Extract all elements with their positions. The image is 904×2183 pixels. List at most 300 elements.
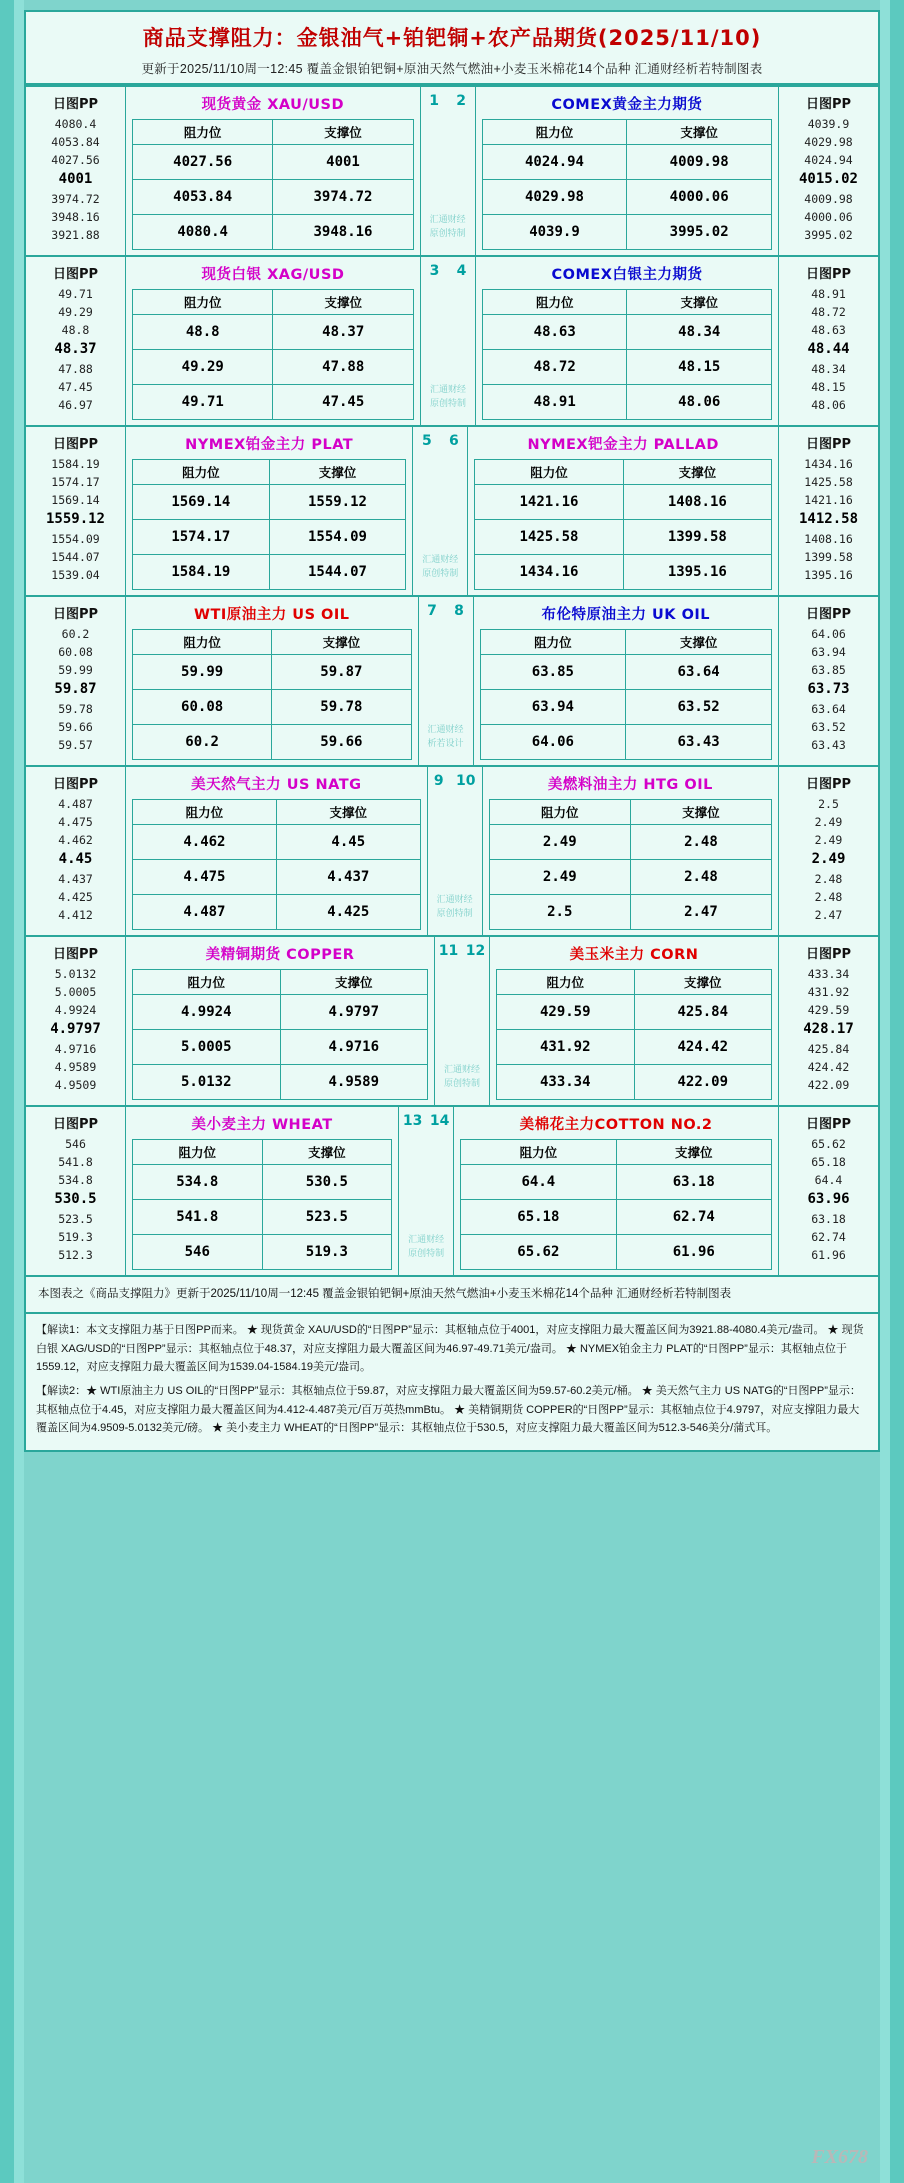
block-divider <box>398 1107 454 1275</box>
pp-value: 1434.16 <box>804 457 853 471</box>
pp-value: 47.45 <box>58 379 93 394</box>
pp-value: 5.0005 <box>54 984 97 999</box>
pp-value: 4.9797 <box>50 1021 101 1038</box>
block-divider <box>420 257 476 425</box>
resistance-header: 阻力位 <box>490 800 631 825</box>
pp-value: 4029.98 <box>804 134 853 149</box>
pp-header: 日图PP <box>805 1117 852 1132</box>
title-box <box>24 10 880 85</box>
resistance-cell: 431.92 <box>497 1030 635 1065</box>
pp-value: 1408.16 <box>804 532 853 547</box>
pp-value: 49.71 <box>58 287 93 301</box>
pp-value: 46.97 <box>58 397 93 412</box>
pp-value: 2.5 <box>818 797 839 811</box>
pp-value: 4080.4 <box>54 117 97 131</box>
pp-value: 3995.02 <box>804 227 853 242</box>
resistance-cell: 60.2 <box>133 725 272 760</box>
pp-value: 3974.72 <box>51 192 100 207</box>
pp-value: 48.63 <box>811 322 846 337</box>
block-number: 14 <box>429 1113 450 1129</box>
pp-value: 2.49 <box>814 832 843 847</box>
resistance-cell: 4080.4 <box>133 215 273 250</box>
support-cell: 4.425 <box>277 895 421 930</box>
support-cell: 3995.02 <box>627 215 772 250</box>
support-header: 支撑位 <box>627 290 772 315</box>
resistance-cell: 2.5 <box>490 895 631 930</box>
support-cell: 422.09 <box>635 1065 773 1100</box>
instrument-title: 美天然气主力 US NATG <box>191 777 362 793</box>
resistance-header: 阻力位 <box>133 970 281 995</box>
instrument-title: 布伦特原油主力 UK OIL <box>541 607 711 623</box>
support-cell: 63.52 <box>626 690 772 725</box>
support-cell: 48.34 <box>627 315 772 350</box>
pp-value: 530.5 <box>54 1191 97 1208</box>
block-numbers <box>421 257 475 279</box>
resistance-cell: 5.0132 <box>133 1065 281 1100</box>
block-numbers <box>413 427 467 449</box>
pp-value: 59.57 <box>58 737 93 752</box>
support-cell: 63.43 <box>626 725 772 760</box>
resistance-cell: 1584.19 <box>133 555 270 590</box>
instrument-title: NYMEX铂金主力 PLAT <box>185 437 354 453</box>
pp-column-left <box>26 767 126 935</box>
pp-value: 59.78 <box>58 702 93 717</box>
pp-value: 2.49 <box>811 851 846 868</box>
resistance-header: 阻力位 <box>133 800 277 825</box>
pp-value: 4001 <box>58 171 93 188</box>
instrument-panel <box>126 257 420 425</box>
pp-column-left <box>26 257 126 425</box>
sr-grid <box>132 459 406 590</box>
support-cell: 4001 <box>273 145 413 180</box>
resistance-cell: 65.18 <box>461 1200 616 1235</box>
support-cell: 59.87 <box>272 655 411 690</box>
instrument-title: 美玉米主力 CORN <box>569 947 699 963</box>
pp-value: 63.52 <box>811 719 846 734</box>
instrument-title: COMEX黄金主力期货 <box>551 97 703 113</box>
block-numbers <box>435 937 489 959</box>
resistance-cell: 1569.14 <box>133 485 270 520</box>
pp-value: 63.18 <box>811 1212 846 1227</box>
pp-value: 65.18 <box>811 1154 846 1169</box>
pp-value: 1544.07 <box>51 549 100 564</box>
pp-value: 63.43 <box>811 737 846 752</box>
block-number: 10 <box>456 773 476 789</box>
pp-value: 1539.04 <box>51 567 100 582</box>
resistance-cell: 546 <box>133 1235 263 1270</box>
pp-value: 534.8 <box>58 1172 93 1187</box>
instrument-block <box>24 1107 880 1277</box>
pp-column-left <box>26 87 126 255</box>
support-cell: 4.437 <box>277 860 421 895</box>
block-divider <box>427 767 483 935</box>
support-cell: 4009.98 <box>627 145 772 180</box>
instrument-panel <box>490 937 778 1105</box>
pp-header: 日图PP <box>805 437 852 452</box>
pp-value: 429.59 <box>807 1002 850 1017</box>
resistance-header: 阻力位 <box>475 460 623 485</box>
brand-watermark: FX678 <box>811 2146 868 2168</box>
resistance-cell: 2.49 <box>490 860 631 895</box>
pp-value: 48.44 <box>807 341 850 358</box>
resistance-cell: 64.4 <box>461 1165 616 1200</box>
pp-value: 4027.56 <box>51 152 100 167</box>
pp-value: 4024.94 <box>804 152 853 167</box>
block-divider <box>412 427 468 595</box>
block-number: 12 <box>465 943 486 959</box>
pp-value: 4053.84 <box>51 134 100 149</box>
block-divider <box>420 87 476 255</box>
instrument-panel <box>483 767 778 935</box>
pp-value: 4015.02 <box>798 171 858 188</box>
pp-value: 4.437 <box>58 872 93 887</box>
pp-value: 1395.16 <box>804 567 853 582</box>
pp-value: 48.72 <box>811 304 846 319</box>
resistance-cell: 64.06 <box>481 725 627 760</box>
blocks-container <box>24 85 880 1277</box>
support-header: 支撑位 <box>627 120 772 145</box>
instrument-panel <box>476 87 778 255</box>
pp-value: 1554.09 <box>51 532 100 547</box>
pp-value: 4009.98 <box>804 192 853 207</box>
support-header: 支撑位 <box>263 1140 393 1165</box>
watermark-text: 汇通财经 原创特制 <box>422 555 459 579</box>
support-cell: 1395.16 <box>624 555 772 590</box>
note-1: 【解读1：本文支撑阻力基于日图PP而来。 ★ 现货黄金 XAU/USD的“日图PP”显示：其枢轴点位于4001，对应支撑阻力最大覆盖区间为3921.88-4080.4美元/盎司。 ★ 现货白银 XAG/USD的“日图PP”显示：其枢轴点位于48.37，对应支撑阻力最大覆盖区间为46.97-49.71美元/盎司。 ★ NYMEX铂金主力 PLAT的“日图PP”显示：其枢轴点位于1559.12，对应支撑阻力最大覆盖区间为1539.04-1584.19美元/盎司。 <box>36 1323 864 1374</box>
resistance-header: 阻力位 <box>497 970 635 995</box>
pp-value: 4.462 <box>58 832 93 847</box>
support-cell: 59.66 <box>272 725 411 760</box>
pp-value: 4.487 <box>58 797 93 811</box>
pp-value: 60.08 <box>58 644 93 659</box>
pp-value: 2.48 <box>814 872 843 887</box>
support-cell: 1408.16 <box>624 485 772 520</box>
resistance-cell: 1425.58 <box>475 520 623 555</box>
pp-value: 422.09 <box>807 1077 850 1092</box>
pp-value: 424.42 <box>807 1059 850 1074</box>
sr-grid <box>132 799 421 930</box>
pp-column-left <box>26 1107 126 1275</box>
pp-column-right <box>778 427 878 595</box>
pp-value: 541.8 <box>58 1154 93 1169</box>
block-divider <box>434 937 490 1105</box>
resistance-cell: 48.91 <box>483 385 628 420</box>
resistance-cell: 433.34 <box>497 1065 635 1100</box>
watermark-text: 汇通财经 原创特制 <box>444 1065 481 1089</box>
note-2: 【解读2：★ WTI原油主力 US OIL的“日图PP”显示：其枢轴点位于59.87，对应支撑阻力最大覆盖区间为59.57-60.2美元/桶。 ★ 美天然气主力 US NATG的“日图PP”显示：其枢轴点位于4.45，对应支撑阻力最大覆盖区间为4.412-4.487美元/百万英热mmBtu。 ★ 美精铜期货 COPPER的“日图PP”显示：其枢轴点位于4.9797，对应支撑阻力最大覆盖区间为4.9509-5.0132美元/磅。 ★ 美小麦主力 WHEAT的“日图PP”显示：其枢轴点位于530.5，对应支撑阻力最大覆盖区间为512.3-546美分/蒲式耳。 <box>36 1385 861 1435</box>
pp-value: 433.34 <box>807 967 850 981</box>
support-cell: 4.45 <box>277 825 421 860</box>
support-header: 支撑位 <box>272 630 411 655</box>
pp-value: 48.91 <box>811 287 846 301</box>
watermark-text: 汇通财经 原创特制 <box>429 385 466 409</box>
sr-grid <box>132 629 412 760</box>
pp-value: 59.87 <box>54 681 97 698</box>
pp-column-right <box>778 87 878 255</box>
pp-header: 日图PP <box>52 1117 99 1132</box>
support-header: 支撑位 <box>277 800 421 825</box>
pp-header: 日图PP <box>52 267 99 282</box>
pp-value: 512.3 <box>58 1247 93 1262</box>
sr-grid <box>474 459 772 590</box>
block-numbers <box>421 87 475 109</box>
pp-value: 48.06 <box>811 397 846 412</box>
pp-value: 4.45 <box>58 851 93 868</box>
pp-column-right <box>778 937 878 1105</box>
resistance-cell: 4.487 <box>133 895 277 930</box>
resistance-cell: 429.59 <box>497 995 635 1030</box>
pp-value: 3921.88 <box>51 227 100 242</box>
instrument-block <box>24 597 880 767</box>
pp-value: 63.94 <box>811 644 846 659</box>
resistance-cell: 541.8 <box>133 1200 263 1235</box>
support-cell: 425.84 <box>635 995 773 1030</box>
resistance-cell: 5.0005 <box>133 1030 281 1065</box>
resistance-cell: 1434.16 <box>475 555 623 590</box>
block-number: 9 <box>433 773 444 789</box>
resistance-header: 阻力位 <box>133 120 273 145</box>
block-number: 4 <box>456 263 467 279</box>
block-number: 2 <box>456 93 467 109</box>
pp-value: 64.06 <box>811 627 846 641</box>
pp-column-right <box>778 257 878 425</box>
instrument-block <box>24 427 880 597</box>
pp-value: 425.84 <box>807 1042 850 1057</box>
pp-value: 519.3 <box>58 1229 93 1244</box>
pp-value: 63.73 <box>807 681 850 698</box>
pp-header: 日图PP <box>52 607 99 622</box>
pp-value: 428.17 <box>803 1021 854 1038</box>
block-number: 3 <box>429 263 440 279</box>
resistance-cell: 49.29 <box>133 350 273 385</box>
instrument-block <box>24 85 880 257</box>
pp-value: 4000.06 <box>804 209 853 224</box>
block-number: 6 <box>448 433 459 449</box>
block-numbers <box>428 767 482 789</box>
pp-value: 4.9509 <box>54 1077 97 1092</box>
footer-note <box>24 1277 880 1314</box>
support-cell: 2.48 <box>631 860 772 895</box>
pp-value: 1425.58 <box>804 474 853 489</box>
resistance-cell: 48.8 <box>133 315 273 350</box>
resistance-header: 阻力位 <box>483 290 628 315</box>
pp-value: 2.48 <box>814 889 843 904</box>
resistance-cell: 65.62 <box>461 1235 616 1270</box>
resistance-header: 阻力位 <box>133 630 272 655</box>
watermark-text: 汇通财经 原创特制 <box>429 215 466 239</box>
support-cell: 63.18 <box>617 1165 772 1200</box>
resistance-cell: 4.9924 <box>133 995 281 1030</box>
instrument-panel <box>126 87 420 255</box>
instrument-title: 美棉花主力COTTON NO.2 <box>519 1117 713 1133</box>
sr-grid <box>132 289 414 420</box>
pp-value: 48.34 <box>811 362 846 377</box>
instrument-panel <box>474 597 779 765</box>
resistance-cell: 4027.56 <box>133 145 273 180</box>
instrument-panel <box>126 937 434 1105</box>
pp-value: 4.412 <box>58 907 93 922</box>
block-number: 5 <box>421 433 432 449</box>
block-number: 13 <box>402 1113 423 1129</box>
pp-value: 63.96 <box>807 1191 850 1208</box>
resistance-cell: 4.475 <box>133 860 277 895</box>
resistance-cell: 4.462 <box>133 825 277 860</box>
pp-value: 60.2 <box>61 627 90 641</box>
pp-value: 63.85 <box>811 662 846 677</box>
resistance-cell: 1574.17 <box>133 520 270 555</box>
block-number: 8 <box>454 603 464 619</box>
support-header: 支撑位 <box>635 970 773 995</box>
pp-header: 日图PP <box>805 607 852 622</box>
support-header: 支撑位 <box>624 460 772 485</box>
pp-header: 日图PP <box>52 437 99 452</box>
block-numbers <box>399 1107 453 1129</box>
support-cell: 4.9797 <box>281 995 429 1030</box>
resistance-header: 阻力位 <box>133 1140 263 1165</box>
sr-grid <box>132 1139 392 1270</box>
instrument-panel <box>126 597 418 765</box>
resistance-header: 阻力位 <box>483 120 628 145</box>
sr-grid <box>482 119 772 250</box>
instrument-block <box>24 257 880 427</box>
pp-value: 63.64 <box>811 702 846 717</box>
instrument-title: 现货白银 XAG/USD <box>201 267 345 283</box>
resistance-cell: 49.71 <box>133 385 273 420</box>
resistance-cell: 1421.16 <box>475 485 623 520</box>
resistance-cell: 63.94 <box>481 690 627 725</box>
sr-grid <box>460 1139 772 1270</box>
pp-value: 48.8 <box>61 322 90 337</box>
support-header: 支撑位 <box>270 460 407 485</box>
support-cell: 48.15 <box>627 350 772 385</box>
watermark-text: 汇通财经 原创特制 <box>408 1235 445 1259</box>
pp-value: 4.9716 <box>54 1042 97 1057</box>
instrument-title: COMEX白银主力期货 <box>551 267 703 283</box>
support-cell: 48.37 <box>273 315 413 350</box>
support-cell: 47.88 <box>273 350 413 385</box>
support-header: 支撑位 <box>626 630 772 655</box>
support-cell: 63.64 <box>626 655 772 690</box>
instrument-title: 美精铜期货 COPPER <box>205 947 355 963</box>
pp-column-right <box>778 767 878 935</box>
support-cell: 4.9589 <box>281 1065 429 1100</box>
block-number: 1 <box>429 93 440 109</box>
resistance-cell: 2.49 <box>490 825 631 860</box>
pp-header: 日图PP <box>52 777 99 792</box>
support-cell: 47.45 <box>273 385 413 420</box>
resistance-cell: 4039.9 <box>483 215 628 250</box>
support-cell: 4.9716 <box>281 1030 429 1065</box>
resistance-cell: 59.99 <box>133 655 272 690</box>
support-cell: 3948.16 <box>273 215 413 250</box>
pp-value: 61.96 <box>811 1247 846 1262</box>
support-cell: 2.47 <box>631 895 772 930</box>
pp-value: 4.9589 <box>54 1059 97 1074</box>
support-header: 支撑位 <box>631 800 772 825</box>
block-numbers <box>419 597 473 619</box>
pp-value: 523.5 <box>58 1212 93 1227</box>
resistance-header: 阻力位 <box>461 1140 616 1165</box>
pp-value: 4039.9 <box>807 117 850 131</box>
sr-grid <box>482 289 772 420</box>
support-header: 支撑位 <box>273 290 413 315</box>
page-subtitle: 更新于2025/11/10周一12:45 覆盖金银铂钯铜+原油天然气燃油+小麦玉米棉花14个品种 汇通财经析若特制图表 <box>141 62 763 76</box>
pp-header: 日图PP <box>805 267 852 282</box>
pp-value: 4.9924 <box>54 1002 97 1017</box>
pp-value: 1412.58 <box>799 511 859 528</box>
instrument-title: 美小麦主力 WHEAT <box>191 1117 333 1133</box>
support-header: 支撑位 <box>617 1140 772 1165</box>
support-cell: 1559.12 <box>270 485 407 520</box>
sr-grid <box>132 969 428 1100</box>
pp-value: 48.15 <box>811 379 846 394</box>
pp-header: 日图PP <box>52 97 99 112</box>
instrument-panel <box>126 1107 398 1275</box>
block-number: 11 <box>438 943 459 959</box>
pp-value: 4.425 <box>58 889 93 904</box>
pp-value: 1574.17 <box>51 474 100 489</box>
instrument-title: 美燃料油主力 HTG OIL <box>547 777 713 793</box>
support-cell: 424.42 <box>635 1030 773 1065</box>
pp-column-left <box>26 427 126 595</box>
instrument-title: 现货黄金 XAU/USD <box>201 97 344 113</box>
support-cell: 523.5 <box>263 1200 393 1235</box>
sr-grid <box>480 629 773 760</box>
support-cell: 519.3 <box>263 1235 393 1270</box>
instrument-block <box>24 767 880 937</box>
resistance-cell: 48.72 <box>483 350 628 385</box>
pp-value: 431.92 <box>807 984 850 999</box>
page-title: 商品支撑阻力：金银油气+铂钯铜+农产品期货(2025/11/10) <box>142 26 762 50</box>
pp-value: 47.88 <box>58 362 93 377</box>
resistance-cell: 60.08 <box>133 690 272 725</box>
support-cell: 62.74 <box>617 1200 772 1235</box>
resistance-cell: 4024.94 <box>483 145 628 180</box>
pp-value: 59.99 <box>58 662 93 677</box>
pp-column-left <box>26 597 126 765</box>
resistance-header: 阻力位 <box>481 630 627 655</box>
support-header: 支撑位 <box>281 970 429 995</box>
support-cell: 59.78 <box>272 690 411 725</box>
support-cell: 1554.09 <box>270 520 407 555</box>
resistance-cell: 4053.84 <box>133 180 273 215</box>
instrument-panel <box>468 427 778 595</box>
pp-value: 4.475 <box>58 814 93 829</box>
sr-grid <box>132 119 414 250</box>
pp-value: 1399.58 <box>804 549 853 564</box>
instrument-panel <box>454 1107 778 1275</box>
instrument-panel <box>476 257 778 425</box>
pp-value: 1584.19 <box>51 457 100 471</box>
pp-value: 65.62 <box>811 1137 846 1151</box>
support-cell: 1544.07 <box>270 555 407 590</box>
pp-header: 日图PP <box>805 777 852 792</box>
support-cell: 4000.06 <box>627 180 772 215</box>
pp-column-left <box>26 937 126 1105</box>
footer-text: 本图表之《商品支撑阻力》更新于2025/11/10周一12:45 覆盖金银铂钯铜+原油天然气燃油+小麦玉米棉花14个品种 汇通财经析若特制图表 <box>38 1288 732 1300</box>
sr-grid <box>496 969 772 1100</box>
watermark-text: 汇通财经 析若设计 <box>427 725 464 749</box>
resistance-cell: 534.8 <box>133 1165 263 1200</box>
support-cell: 1399.58 <box>624 520 772 555</box>
support-cell: 48.06 <box>627 385 772 420</box>
pp-value: 546 <box>65 1137 86 1151</box>
pp-value: 5.0132 <box>54 967 97 981</box>
watermark-text: 汇通财经 原创特制 <box>436 895 473 919</box>
pp-value: 1569.14 <box>51 492 100 507</box>
pp-value: 62.74 <box>811 1229 846 1244</box>
pp-column-right <box>778 597 878 765</box>
